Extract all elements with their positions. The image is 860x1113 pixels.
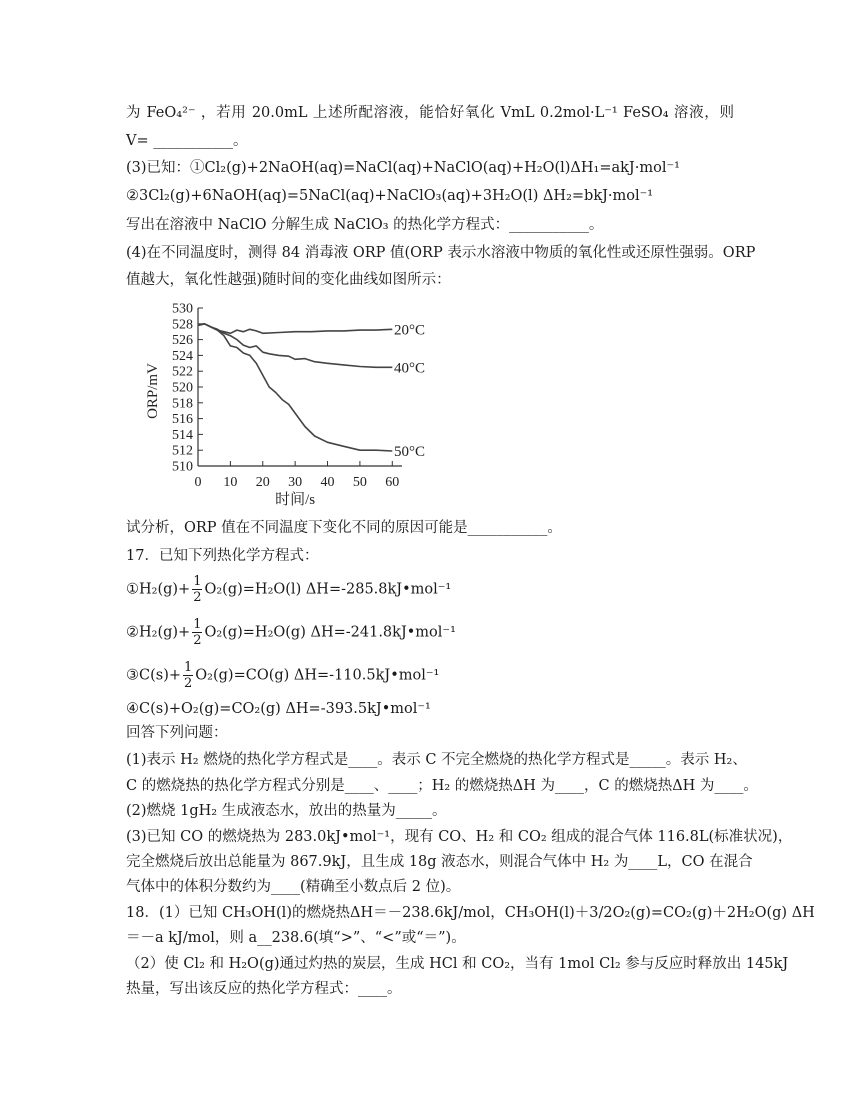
text-line: (2)燃烧 1gH₂ 生成液态水，放出的热量为_____。 xyxy=(126,803,447,819)
text-line: (3)已知 CO 的燃烧热为 283.0kJ•mol⁻¹，现有 CO、H₂ 和 CO₂ 组成的混合气体 116.8L(标准状况)， xyxy=(126,829,793,845)
series-line xyxy=(198,324,392,334)
y-tick-label: 510 xyxy=(172,459,193,475)
text-line: C 的燃烧热的热化学方程式分别是____、____；H₂ 的燃烧热ΔH 为____，C 的燃烧热ΔH 为____。 xyxy=(126,778,758,794)
x-tick-label: 0 xyxy=(194,475,202,490)
equation-4: ④C(s)+O₂(g)=CO₂(g) ΔH=-393.5kJ•mol⁻¹ xyxy=(126,701,431,717)
text-line: (1)表示 H₂ 燃烧的热化学方程式是____。表示 C 不完全燃烧的热化学方程式是_____。表示 H₂、 xyxy=(126,752,747,768)
y-tick-label: 518 xyxy=(172,396,193,412)
series-label: 40°C xyxy=(394,360,426,377)
x-tick-label: 10 xyxy=(223,475,238,490)
text-line: 值越大，氧化性越强)随时间的变化曲线如图所示： xyxy=(126,272,451,288)
y-tick-label: 522 xyxy=(172,364,193,380)
fraction: $\frac{1}{2}$ xyxy=(193,617,202,648)
equation-1: ①H₂(g)+ $\frac{1}{2}$ O₂(g)=H₂O(l) ΔH=-285.8kJ•mol⁻¹ xyxy=(126,574,452,605)
y-tick-label: 526 xyxy=(172,333,193,349)
text-line: 18．(1）已知 CH₃OH(l)的燃烧热ΔH＝－238.6kJ/mol，CH₃OH(l)＋3/2O₂(g)=CO₂(g)＋2H₂O(g) ΔH xyxy=(126,905,815,921)
text-line: 完全燃烧后放出总能量为 867.9kJ，且生成 18g 液态水，则混合气体中 H₂ 为____L，CO 在混合 xyxy=(126,854,753,870)
y-tick-label: 516 xyxy=(172,412,193,428)
text-line: 为 FeO₄²⁻ ，若用 20.0mL 上述所配溶液，能恰好氧化 VmL 0.2mol·L⁻¹ FeSO₄ 溶液，则 xyxy=(126,105,734,121)
y-tick-label: 520 xyxy=(172,380,193,396)
text-line: 17．已知下列热化学方程式： xyxy=(126,548,319,564)
y-tick-label: 512 xyxy=(172,443,193,459)
y-tick-label: 524 xyxy=(172,348,193,364)
fraction: $\frac{1}{2}$ xyxy=(193,574,202,605)
equation-3: ③C(s)+ $\frac{1}{2}$ O₂(g)=CO(g) ΔH=-110.5kJ•mol⁻¹ xyxy=(126,660,440,691)
x-tick-label: 60 xyxy=(385,475,400,490)
text-line: 回答下列问题： xyxy=(126,725,228,741)
orp-chart xyxy=(140,296,440,511)
y-tick-label: 528 xyxy=(172,317,193,333)
x-tick-label: 30 xyxy=(288,475,303,490)
series-line xyxy=(198,324,392,451)
text-line: 热量，写出该反应的热化学方程式：____。 xyxy=(126,981,402,997)
series-label: 20°C xyxy=(394,322,426,339)
text-line: ②3Cl₂(g)+6NaOH(aq)=5NaCl(aq)+NaClO₃(aq)+3H₂O(l) ΔH₂=bkJ·mol⁻¹ xyxy=(126,188,654,204)
y-axis-label: ORP/mV xyxy=(145,363,161,419)
text-line: 试分析，ORP 值在不同温度下变化不同的原因可能是___________。 xyxy=(126,520,562,536)
x-tick-label: 40 xyxy=(320,475,335,490)
text-line: ＝－a kJ/mol，则 a__238.6(填“>”、“<”或“＝”)。 xyxy=(126,930,466,946)
x-axis-label: 时间/s xyxy=(275,492,316,508)
text-line: (4)在不同温度时，测得 84 消毒液 ORP 值(ORP 表示水溶液中物质的氧化性或还原性强弱。ORP xyxy=(126,245,756,261)
fraction: $\frac{1}{2}$ xyxy=(184,660,193,691)
series-label: 50°C xyxy=(394,443,426,460)
text-line: V= ___________。 xyxy=(126,133,248,149)
text-line: 写出在溶液中 NaClO 分解生成 NaClO₃ 的热化学方程式：___________。 xyxy=(126,217,604,233)
x-tick-label: 50 xyxy=(352,475,367,490)
text-line: （2）使 Cl₂ 和 H₂O(g)通过灼热的炭层，生成 HCl 和 CO₂，当有 1mol Cl₂ 参与反应时释放出 145kJ xyxy=(126,956,789,972)
y-tick-label: 530 xyxy=(172,301,193,317)
x-tick-label: 20 xyxy=(255,475,270,490)
text-line: (3)已知：①Cl₂(g)+2NaOH(aq)=NaCl(aq)+NaClO(aq)+H₂O(l)ΔH₁=akJ·mol⁻¹ xyxy=(126,160,680,176)
text-line: 气体中的体积分数约为____(精确至小数点后 2 位)。 xyxy=(126,879,461,895)
equation-2: ②H₂(g)+ $\frac{1}{2}$ O₂(g)=H₂O(g) ΔH=-241.8kJ•mol⁻¹ xyxy=(126,617,456,648)
y-tick-label: 514 xyxy=(172,427,193,443)
